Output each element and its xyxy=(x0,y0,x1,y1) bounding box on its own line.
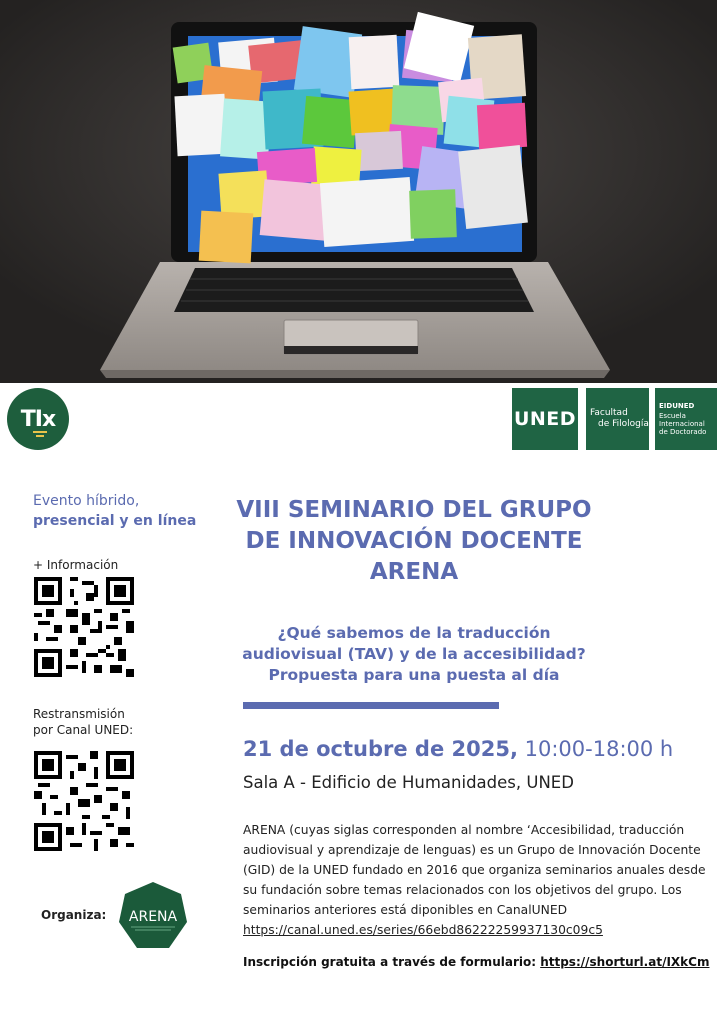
divider xyxy=(243,702,499,709)
facultad-line: de Filología xyxy=(598,419,649,429)
title-line: VIII SEMINARIO DEL GRUPO xyxy=(236,497,592,523)
subtitle-line: ¿Qué sabemos de la traducción xyxy=(277,624,551,642)
page-title xyxy=(210,495,618,588)
tix-logo-bar xyxy=(33,431,47,433)
hero-laptop-image xyxy=(0,0,717,383)
canaluned-link[interactable]: https://canal.uned.es/series/66ebd86222259937130c09c5 xyxy=(243,923,603,937)
event-place: Sala A - Edificio de Humanidades, UNED xyxy=(243,773,574,792)
facultad-filologia-logo xyxy=(586,388,649,450)
stream-label-line1: Restransmisión xyxy=(33,707,125,721)
event-time: 10:00-18:00 h xyxy=(517,737,674,761)
description-line: su fundación sobre temas relacionados con los objetivos del grupo. Los xyxy=(243,883,682,897)
uned-logo xyxy=(512,388,578,450)
info-label: + Información xyxy=(33,558,119,572)
eiduned-line: Internacional xyxy=(659,420,705,428)
subtitle xyxy=(210,623,618,686)
arena-logo-text: ARENA xyxy=(128,909,178,925)
tix-logo-text: TIx xyxy=(20,406,56,432)
eiduned-line: de Doctorado xyxy=(659,428,707,436)
event-type-line2: presencial y en línea xyxy=(33,513,197,529)
stream-qr-code[interactable] xyxy=(34,751,134,851)
uned-logo-text: UNED xyxy=(513,408,577,430)
arena-logo xyxy=(117,880,189,952)
title-line: DE INNOVACIÓN DOCENTE xyxy=(245,528,583,554)
eiduned-line: Escuela xyxy=(659,412,686,420)
registration-text: Inscripción gratuita a través de formulario: xyxy=(243,955,541,969)
subtitle-line: Propuesta para una puesta al día xyxy=(268,666,560,684)
info-qr-code[interactable] xyxy=(34,577,134,677)
tix-logo-bar xyxy=(36,435,44,437)
facultad-line: Facultad xyxy=(590,408,628,418)
stream-label-line2: por Canal UNED: xyxy=(33,723,134,737)
title-line: ARENA xyxy=(369,559,459,585)
event-type-line1: Evento híbrido, xyxy=(33,493,140,509)
registration-link[interactable]: https://shorturl.at/IXkCm xyxy=(540,955,710,969)
description-line: audiovisual y aprendizaje de lenguas) es un Grupo de Innovación Docente xyxy=(243,843,701,857)
eiduned-line: EIDUNED xyxy=(659,402,695,410)
description xyxy=(243,820,708,940)
event-date-day: 21 de octubre de 2025, xyxy=(243,737,518,761)
subtitle-line: audiovisual (TAV) y de la accesibilidad? xyxy=(242,645,586,663)
tix-logo xyxy=(7,388,69,450)
description-line: (GID) de la UNED fundado en 2016 que organiza seminarios anuales desde xyxy=(243,863,706,877)
event-date xyxy=(243,737,673,761)
organiza-label: Organiza: xyxy=(41,908,107,922)
description-line: ARENA (cuyas siglas corresponden al nombre ‘Accesibilidad, traducción xyxy=(243,823,685,837)
eiduned-logo xyxy=(655,388,717,450)
description-line: seminarios anteriores está diponibles en CanalUNED xyxy=(243,903,568,917)
registration xyxy=(243,955,709,969)
